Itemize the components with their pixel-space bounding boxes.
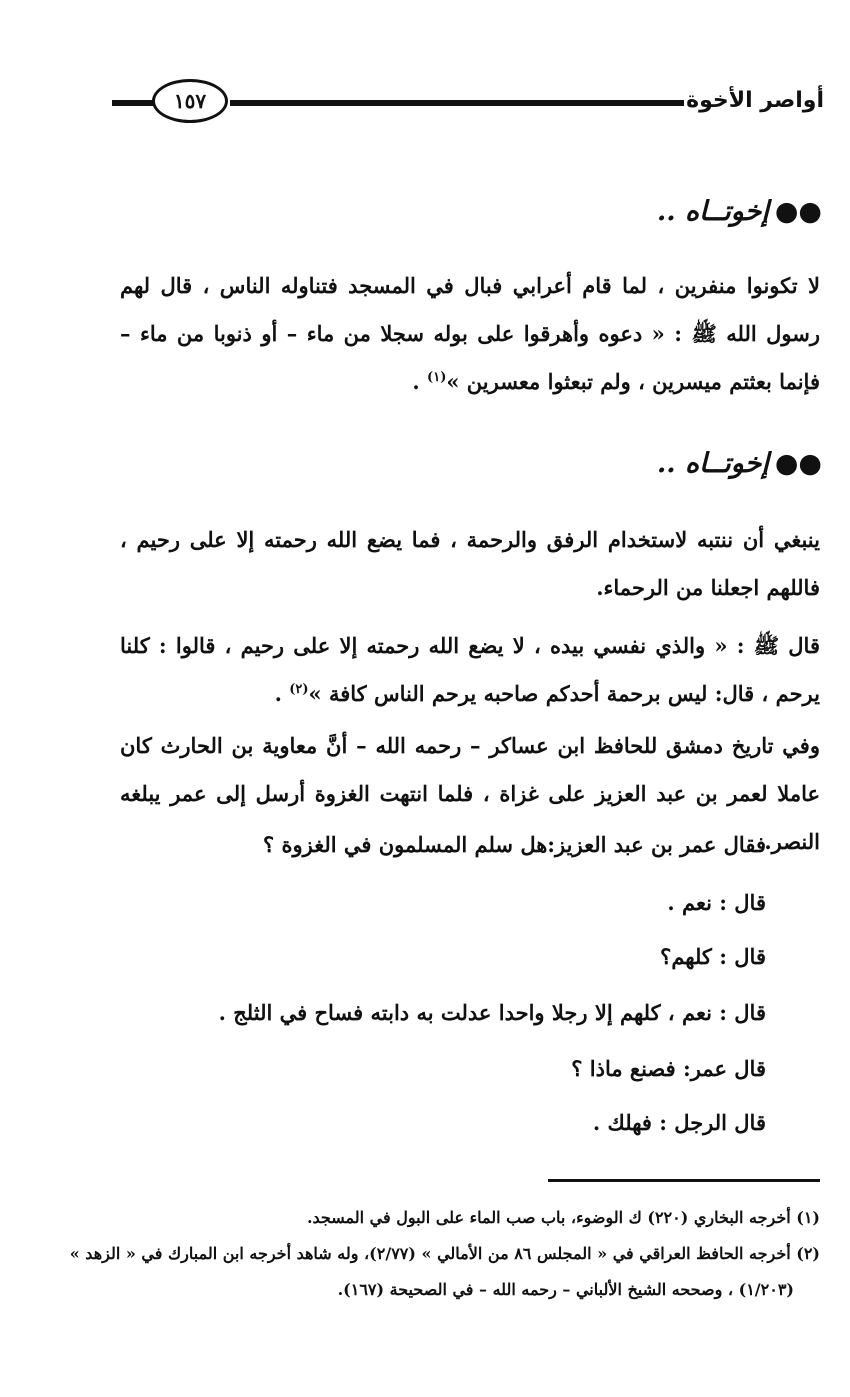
section-paragraph-1: لا تكونوا منفرين ، لما قام أعرابي فبال في المسجد فتناوله الناس ، قال لهم رسول الله ﷺ : « دعوه وأهرقوا على بوله سجلا من ماء – أو ذنوبا من ماء – فإنما بعثتم ميسرين ، ولم تبعثوا معسرين »$^{(١)}$ . [120, 273, 820, 394]
footnote-separator [548, 1179, 820, 1182]
footnote-ref-1[interactable]: (١) [427, 370, 447, 385]
dialogue-line-1: فقال عمر بن عبد العزيز:هل سلم المسلمون في الغزوة ؟ [263, 832, 766, 857]
heading-bullets: ●● [774, 196, 822, 227]
heading-text: إخوتــاه .. [656, 448, 769, 479]
dialogue-line-2: قال : نعم . [667, 890, 766, 915]
section-heading-1 [657, 196, 822, 227]
header-rule-left [112, 100, 154, 106]
paragraph-text: لا تكونوا منفرين ، لما قام أعرابي فبال في المسجد فتناوله الناس ، قال لهم رسول الله ﷺ : « دعوه وأهرقوا على بوله سجلا من ماء – أو ذنوبا من ماء – فإنما بعثتم ميسرين ، ولم تبعثوا معسرين » [120, 273, 820, 394]
dialogue-line-4: قال : نعم ، كلهم إلا رجلا واحدا عدلت به دابته فساح في الثلج . [218, 1000, 766, 1025]
footnote-1: (١) أخرجه البخاري (٢٢٠) ك الوضوء، باب صب الماء على البول في المسجد. [306, 1208, 820, 1227]
page-number-oval [152, 79, 228, 123]
heading-text: إخوتــاه .. [656, 196, 769, 227]
dialogue-line-6: قال الرجل : فهلك . [592, 1110, 766, 1135]
section-heading-2 [657, 448, 822, 479]
running-header [112, 78, 824, 128]
dialogue-line-3: قال : كلهم؟ [660, 944, 766, 969]
page-number: ١٥٧ [173, 89, 207, 113]
paragraph-text: قال ﷺ : « والذي نفسي بيده ، لا يضع الله رحمته إلا على رحيم ، قالوا : كلنا يرحم ، قال: ليس برحمة أحدكم صاحبه يرحم الناس كافة » [120, 633, 820, 706]
section-paragraph-2a: ينبغي أن ننتبه لاستخدام الرفق والرحمة ، فما يضع الله رحمته إلا على رحيم ، فاللهم اجعلنا من الرحماء. [120, 527, 820, 600]
header-rule-right [230, 100, 684, 106]
book-title: أواصر الأخوة [686, 88, 824, 113]
footnote-2-continued: (١/٢٠٣) ، وصححه الشيخ الألباني – رحمه الله – في الصحيحة (١٦٧). [337, 1280, 794, 1299]
section-paragraph-2c: وفي تاريخ دمشق للحافظ ابن عساكر – رحمه الله – أنَّ معاوية بن الحارث كان عاملا لعمر بن عبد العزيز على غزاة ، فلما انتهت الغزوة أرسل إلى عمر يبلغه النصر. [120, 733, 820, 854]
heading-bullets: ●● [774, 448, 822, 479]
section-paragraph-2b: قال ﷺ : « والذي نفسي بيده ، لا يضع الله رحمته إلا على رحيم ، قالوا : كلنا يرحم ، قال: ليس برحمة أحدكم صاحبه يرحم الناس كافة »$^{(٢)}$ . [120, 633, 820, 706]
dialogue-line-5: قال عمر: فصنع ماذا ؟ [571, 1056, 766, 1081]
footnote-ref-2[interactable]: (٢) [289, 682, 309, 697]
footnote-2: (٢) أخرجه الحافظ العراقي في « المجلس ٨٦ من الأمالي » (٢/٧٧)، وله شاهد أخرجه ابن المبارك في « الزهد » [69, 1244, 820, 1263]
